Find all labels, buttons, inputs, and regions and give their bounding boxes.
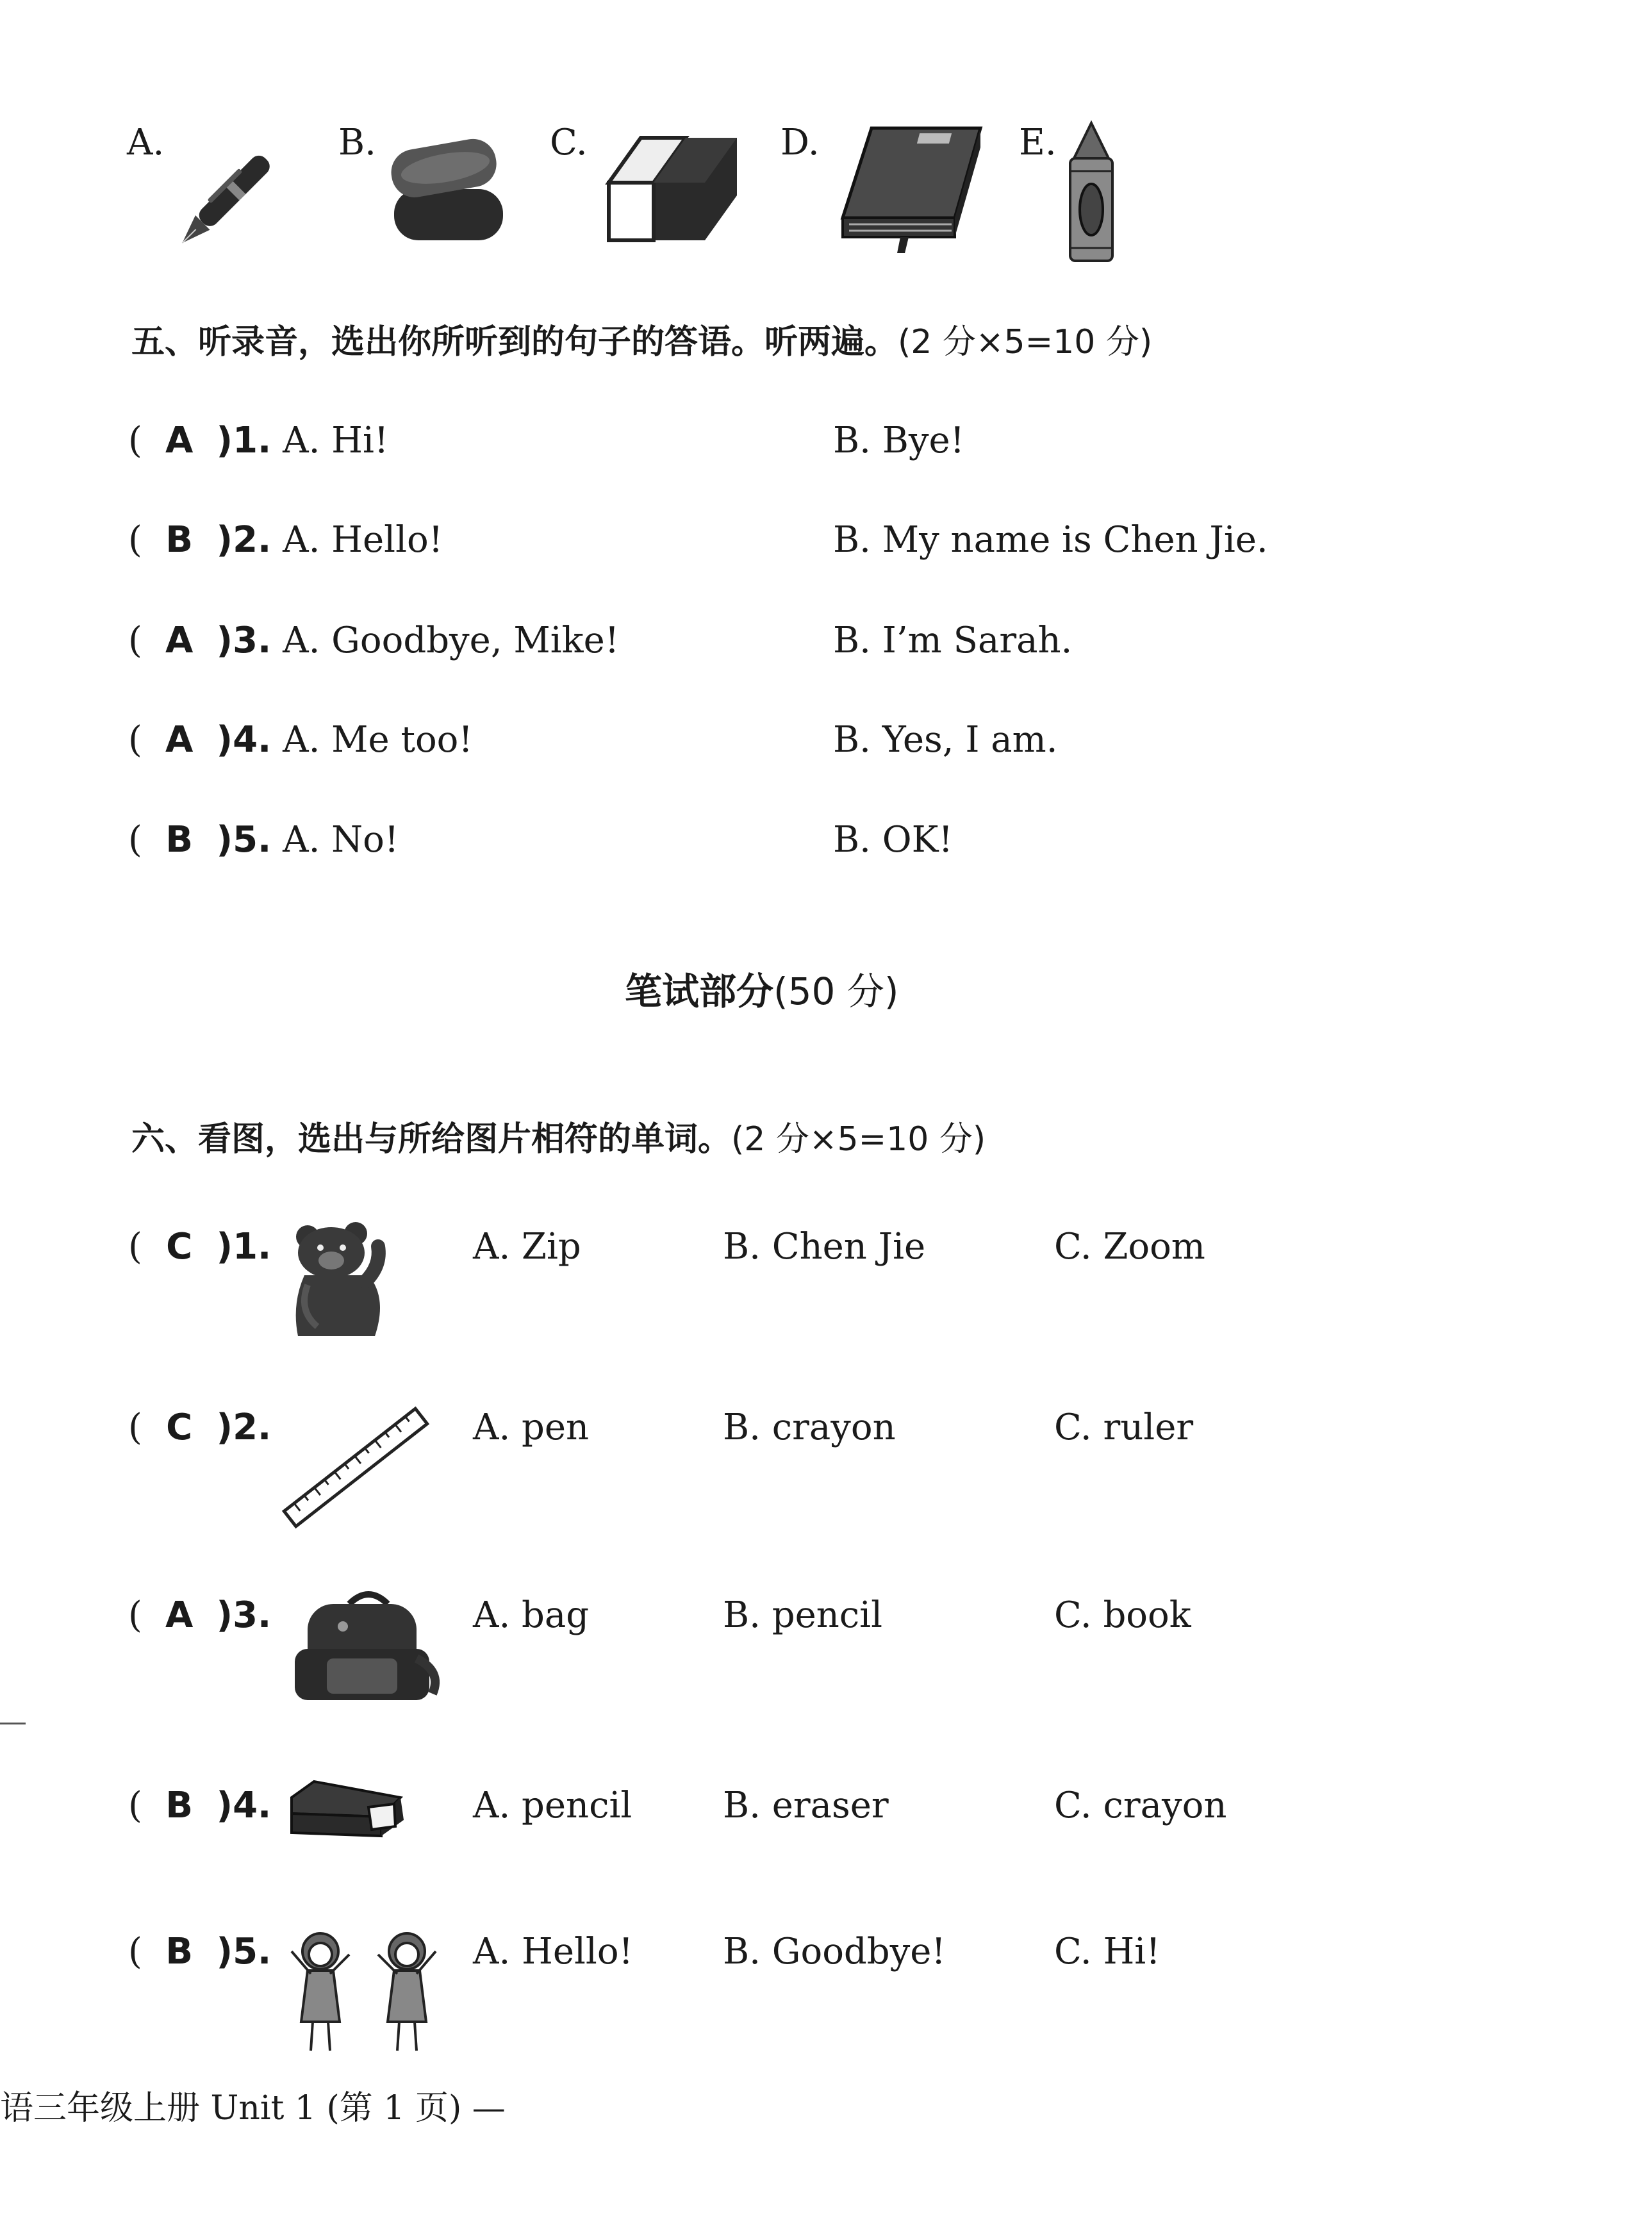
eraser-icon bbox=[285, 1775, 410, 1852]
section5-title bbox=[131, 323, 1153, 361]
open-paren: ( bbox=[128, 1407, 142, 1448]
section6-row-3-option-c: C. book bbox=[1054, 1594, 1191, 1636]
section6-row-5 bbox=[128, 1931, 272, 1972]
section5-row-2 bbox=[128, 519, 443, 561]
section6-row-3-option-b: B. pencil bbox=[723, 1594, 882, 1636]
answer-mark: B bbox=[165, 1785, 194, 1826]
section6-row-5-option-b: B. Goodbye! bbox=[723, 1931, 946, 1972]
section6-row-2 bbox=[128, 1407, 272, 1448]
written-part-label: 笔试部分 bbox=[625, 970, 774, 1013]
open-paren: ( bbox=[128, 420, 142, 461]
section6-row-1-option-c: C. Zoom bbox=[1054, 1226, 1205, 1268]
item-number: )2. bbox=[216, 1407, 272, 1448]
section6-row-3 bbox=[128, 1594, 272, 1636]
item-number: )3. bbox=[216, 620, 272, 661]
section6-row-1 bbox=[128, 1226, 272, 1268]
section6-row-2-option-b: B. crayon bbox=[723, 1407, 896, 1448]
section5-row-4 bbox=[128, 719, 473, 761]
section6-row-2-option-c: C. ruler bbox=[1054, 1407, 1194, 1448]
open-paren: ( bbox=[128, 819, 142, 861]
eraser-icon bbox=[596, 125, 750, 253]
open-paren: ( bbox=[128, 719, 142, 761]
page-footer: 语三年级上册 Unit 1 (第 1 页) — bbox=[0, 2089, 506, 2128]
item-number: )1. bbox=[216, 1226, 272, 1268]
answer-mark: C bbox=[166, 1407, 193, 1448]
fountain-pen-icon bbox=[170, 122, 304, 256]
section6-row-1-option-a: A. Zip bbox=[473, 1226, 581, 1268]
choice-letter-c: C. bbox=[550, 122, 588, 163]
item-number: )5. bbox=[216, 1931, 272, 1972]
answer-mark: B bbox=[165, 819, 194, 861]
open-paren: ( bbox=[128, 1226, 142, 1268]
pencil-case-icon bbox=[384, 128, 513, 250]
item-number: )4. bbox=[216, 1785, 272, 1826]
margin-mark bbox=[0, 1723, 26, 1724]
written-part-title bbox=[625, 970, 899, 1013]
item-number: )3. bbox=[216, 1594, 272, 1636]
option-a: A. Goodbye, Mike! bbox=[283, 620, 620, 661]
choice-letter-d: D. bbox=[781, 122, 820, 163]
section6-row-4 bbox=[128, 1785, 272, 1826]
section6-row-2-option-a: A. pen bbox=[473, 1407, 590, 1448]
section6-row-1-option-b: B. Chen Jie bbox=[723, 1226, 926, 1268]
option-a: A. No! bbox=[283, 819, 399, 861]
option-a: A. Hi! bbox=[283, 420, 389, 461]
section5-score: (2 分×5=10 分) bbox=[898, 323, 1153, 361]
answer-mark: A bbox=[165, 420, 194, 461]
backpack-icon bbox=[288, 1588, 442, 1710]
girls-waving-icon bbox=[282, 1926, 449, 2060]
open-paren: ( bbox=[128, 1785, 142, 1826]
written-part-score: (50 分) bbox=[773, 970, 899, 1013]
open-paren: ( bbox=[128, 620, 142, 661]
open-paren: ( bbox=[128, 1594, 142, 1636]
item-number: )2. bbox=[216, 519, 272, 561]
section5-row-1 bbox=[128, 420, 389, 461]
choice-letter-e: E. bbox=[1019, 122, 1057, 163]
section5-title-text: 五、听录音，选出你所听到的句子的答语。听两遍。 bbox=[131, 323, 898, 361]
section5-row-2-option-b: B. My name is Chen Jie. bbox=[833, 519, 1268, 561]
section6-row-5-option-c: C. Hi! bbox=[1054, 1931, 1161, 1972]
item-number: )1. bbox=[216, 420, 272, 461]
item-number: )5. bbox=[216, 819, 272, 861]
open-paren: ( bbox=[128, 519, 142, 561]
crayon-icon bbox=[1062, 123, 1120, 270]
book-icon bbox=[827, 122, 987, 250]
option-a: A. Me too! bbox=[283, 719, 473, 761]
ruler-icon bbox=[282, 1403, 429, 1532]
section5-row-4-option-b: B. Yes, I am. bbox=[833, 719, 1058, 761]
answer-mark: B bbox=[165, 1931, 194, 1972]
section6-row-4-option-c: C. crayon bbox=[1054, 1785, 1227, 1826]
section5-row-3-option-b: B. I’m Sarah. bbox=[833, 620, 1073, 661]
open-paren: ( bbox=[128, 1931, 142, 1972]
section5-row-1-option-b: B. Bye! bbox=[833, 420, 965, 461]
section6-title bbox=[131, 1120, 986, 1159]
bear-zoom-icon bbox=[285, 1221, 391, 1339]
section6-row-5-option-a: A. Hello! bbox=[473, 1931, 634, 1972]
answer-mark: A bbox=[165, 620, 194, 661]
section6-title-text: 六、看图，选出与所给图片相符的单词。 bbox=[131, 1120, 732, 1159]
section6-row-3-option-a: A. bag bbox=[473, 1594, 590, 1636]
answer-mark: A bbox=[165, 1594, 194, 1636]
answer-mark: B bbox=[165, 519, 194, 561]
option-a: A. Hello! bbox=[283, 519, 443, 561]
choice-letter-a: A. bbox=[127, 122, 165, 163]
section6-row-4-option-a: A. pencil bbox=[473, 1785, 632, 1826]
answer-mark: A bbox=[165, 719, 194, 761]
item-number: )4. bbox=[216, 719, 272, 761]
choice-letter-b: B. bbox=[338, 122, 376, 163]
section6-row-4-option-b: B. eraser bbox=[723, 1785, 889, 1826]
answer-mark: C bbox=[166, 1226, 193, 1268]
section5-row-5 bbox=[128, 819, 399, 861]
section5-row-3 bbox=[128, 620, 620, 661]
section5-row-5-option-b: B. OK! bbox=[833, 819, 954, 861]
section6-score: (2 分×5=10 分) bbox=[731, 1120, 986, 1159]
